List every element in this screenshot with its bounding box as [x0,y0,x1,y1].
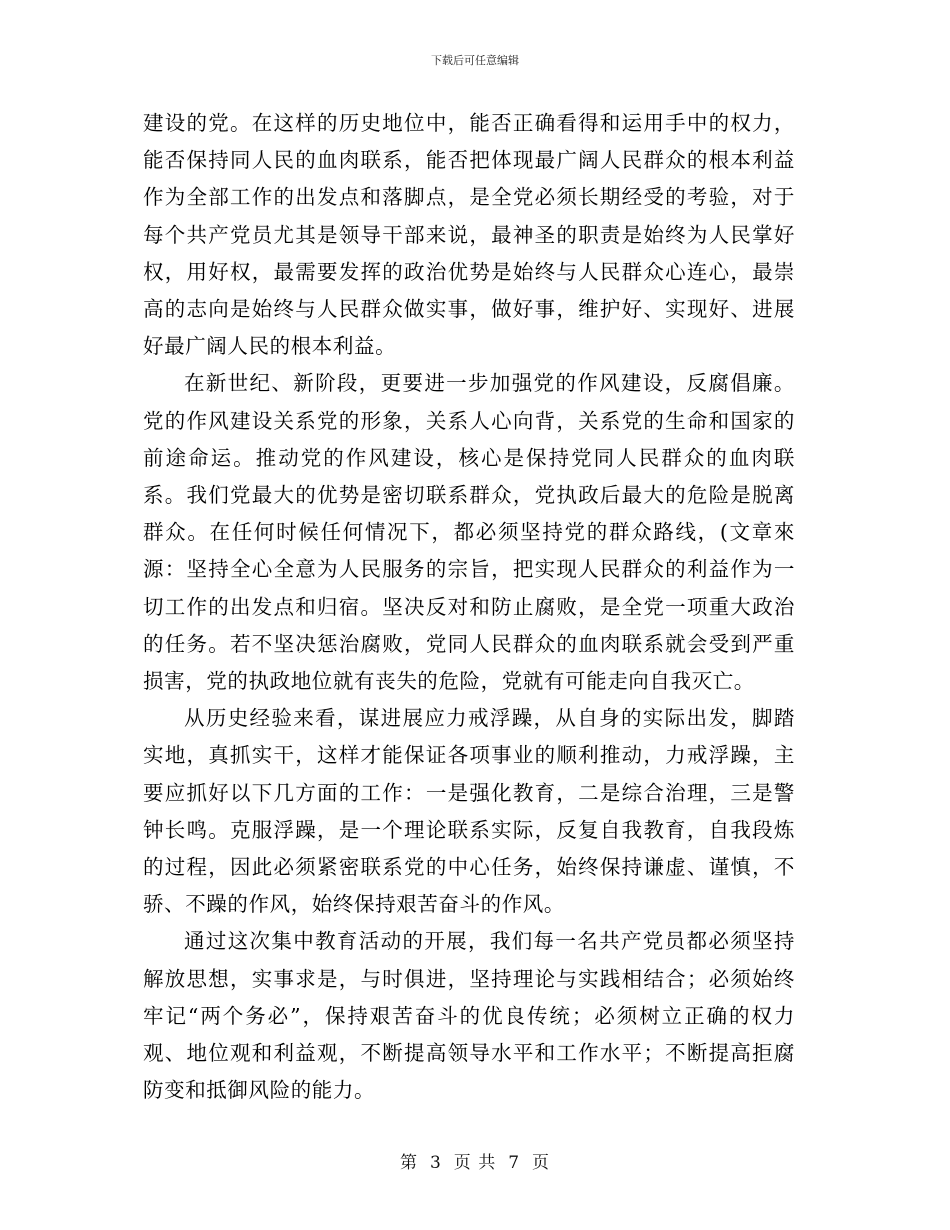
paragraph-2: 在新世纪、新阶段，更要进一步加强党的作风建设，反腐倡廉。党的作风建设关系党的形象，关系人心向背，关系党的生命和国家的前途命运。推动党的作风建设，核心是保持党同人民群众的血肉联系。我们党最大的优势是密切联系群众，党执政后最大的危险是脱离群众。在任何时候任何情况下，都必须坚持党的群众路线，(文章來源：坚持全心全意为人民服务的宗旨，把实现人民群众的利益作为一切工作的出发点和归宿。坚决反对和防止腐败，是全党一项重大政治的任务。若不坚决惩治腐败，党同人民群众的血肉联系就会受到严重损害，党的执政地位就有丧失的危险，党就有可能走向自我灭亡。 [143,371,795,694]
footer-prefix: 第 [399,1153,418,1173]
paragraph-3: 从历史经验来看，谋进展应力戒浮躁，从自身的实际出发，脚踏实地，真抓实干，这样才能保证各项事业的顺利推动，力戒浮躁，主要应抓好以下几方面的工作：一是强化教育，二是综合治理，三是警钟长鸣。克服浮躁，是一个理论联系实际，反复自我教育，自我段炼的过程，因此必须紧密联系党的中心任务，始终保持谦虚、谨慎，不骄、不躁的作风，始终保持艰苦奋斗的作风。 [143,706,795,917]
footer-page-number: 3 [429,1153,442,1173]
paragraph-1: 建设的党。在这样的历史地位中，能否正确看得和运用手中的权力，能否保持同人民的血肉联系，能否把体现最广阔人民群众的根本利益作为全部工作的出发点和落脚点，是全党必须长期经受的考验，对于每个共产党员尤其是领导干部来说，最神圣的职责是始终为人民掌好权，用好权，最需要发挥的政治优势是始终与人民群众心连心，最崇高的志向是始终与人民群众做实事，做好事，维护好、实现好、进展好最广阔人民的根本利益。 [143,111,795,359]
footer-suffix: 页 [532,1153,551,1173]
page-header: 下载后可任意编辑 [431,54,519,67]
footer-middle: 页 共 [453,1153,497,1173]
page-footer [0,1152,950,1174]
document-body [143,105,795,1109]
paragraph-4: 通过这次集中教育活动的开展，我们每一名共产党员都必须坚持解放思想，实事求是，与时俱进，坚持理论与实践相结合；必须始终牢记“两个务必”，保持艰苦奋斗的优良传统；必须树立正确的权力观、地位观和利益观，不断提高领导水平和工作水平；不断提高拒腐防变和抵御风险的能力。 [143,929,795,1103]
footer-total-pages: 7 [508,1153,521,1173]
